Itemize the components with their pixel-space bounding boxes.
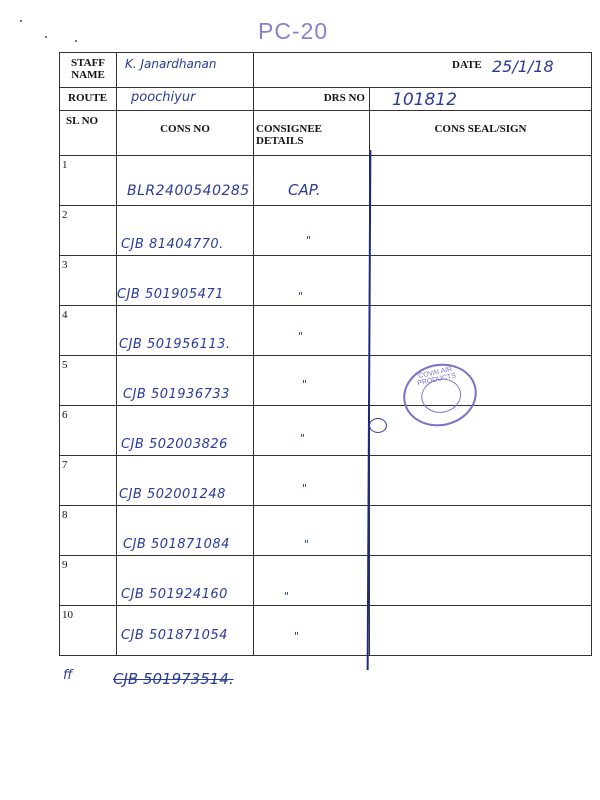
table-row: [60, 606, 592, 656]
table-row: [60, 456, 592, 506]
cons-cell: [117, 406, 254, 456]
sl-cell: [60, 256, 117, 306]
staff-name-value-cell: [117, 53, 254, 88]
drs-label-cell: [254, 88, 370, 111]
cons-cell: [117, 606, 254, 656]
staff-name-value: K. Janardhanan: [125, 57, 217, 71]
details-cell: [254, 356, 370, 406]
seal-cell: [370, 156, 592, 206]
sl-cell: [60, 356, 117, 406]
cons-seal-sign-header: CONS SEAL/SIGN: [434, 123, 527, 135]
table-row: [60, 206, 592, 256]
consignee-details-header-cell: [254, 111, 370, 156]
consignee-detail: ": [300, 432, 306, 445]
seal-cell: [370, 256, 592, 306]
cons-number: CJB 502003826: [121, 437, 228, 452]
table-row: [60, 306, 592, 356]
sl-number: 4: [62, 309, 68, 321]
table-row: [60, 406, 592, 456]
sl-cell: [60, 606, 117, 656]
footer-mark: ff: [63, 668, 73, 683]
cons-number: CJB 81404770.: [121, 237, 224, 252]
seal-cell: [370, 406, 592, 456]
cons-cell: [117, 256, 254, 306]
sl-cell: [60, 506, 117, 556]
table-row: [60, 256, 592, 306]
cons-cell: [117, 356, 254, 406]
form-code-stamp: PC-20: [258, 18, 329, 44]
sl-number: 10: [62, 609, 73, 621]
consignee-detail: ": [294, 630, 300, 643]
date-label: DATE: [452, 59, 482, 71]
cons-no-header-cell: [117, 111, 254, 156]
consignee-detail: ": [298, 330, 304, 343]
consignee-detail: ": [302, 482, 308, 495]
cons-number: CJB 502001248: [119, 487, 226, 502]
table-row: [60, 156, 592, 206]
cons-number: CJB 501936733: [123, 387, 230, 402]
details-cell: [254, 206, 370, 256]
sl-number: 2: [62, 209, 68, 221]
sl-cell: [60, 556, 117, 606]
cons-number: CJB 501956113.: [119, 337, 231, 352]
sl-cell: [60, 206, 117, 256]
staff-name-label: STAFF NAME: [70, 57, 106, 81]
seal-cell: [370, 606, 592, 656]
sl-number: 7: [62, 459, 68, 471]
consignee-detail: ": [284, 590, 290, 603]
route-value: poochiyur: [131, 90, 196, 105]
consignee-detail: ": [298, 290, 304, 303]
cons-cell: [117, 506, 254, 556]
consignee-detail: ": [306, 234, 312, 247]
speck: [45, 36, 47, 38]
consignee-detail: ": [304, 538, 310, 551]
details-cell: [254, 256, 370, 306]
sl-number: 9: [62, 559, 68, 571]
seal-text: COVAI AIR PRODUCTS: [416, 365, 457, 388]
seal-cell: [370, 506, 592, 556]
table-row: [60, 506, 592, 556]
sl-no-header: SL NO: [66, 115, 99, 127]
seal-cell: [370, 206, 592, 256]
date-value: 25/1/18: [492, 57, 554, 76]
delivery-run-sheet-table: [59, 52, 592, 656]
cons-number: CJB 501871084: [123, 537, 230, 552]
seal-cell: [370, 456, 592, 506]
speck: [75, 40, 77, 42]
sl-number: 3: [62, 259, 68, 271]
drs-value-cell: [370, 88, 592, 111]
sl-cell: [60, 156, 117, 206]
cons-number: BLR2400540285: [127, 183, 250, 199]
details-cell: [254, 406, 370, 456]
initials-mark: [369, 418, 387, 433]
cons-number: CJB 501924160: [121, 587, 228, 602]
details-cell: [254, 306, 370, 356]
cons-cell: [117, 456, 254, 506]
consignee-detail: ": [302, 378, 308, 391]
struck-cons-number: CJB 501973514.: [113, 670, 234, 688]
sl-cell: [60, 306, 117, 356]
sl-cell: [60, 456, 117, 506]
sl-number: 5: [62, 359, 68, 371]
sl-number: 1: [62, 159, 68, 171]
route-value-cell: [117, 88, 254, 111]
cons-number: CJB 501871054: [121, 628, 228, 643]
cons-cell: [117, 156, 254, 206]
drs-value: 101812: [392, 90, 457, 110]
cons-number: CJB 501905471: [117, 287, 224, 302]
cons-no-header: CONS NO: [160, 123, 210, 135]
sl-number: 8: [62, 509, 68, 521]
details-cell: [254, 456, 370, 506]
speck: [20, 20, 22, 22]
drs-label: DRS NO: [323, 92, 365, 104]
sl-no-header-cell: [60, 111, 117, 156]
sl-number: 6: [62, 409, 68, 421]
details-cell: [254, 606, 370, 656]
seal-cell: [370, 306, 592, 356]
consignee-details-header: CONSIGNEE DETAILS: [256, 123, 323, 147]
details-cell: [254, 156, 370, 206]
sl-cell: [60, 406, 117, 456]
route-label-cell: [60, 88, 117, 111]
cons-cell: [117, 306, 254, 356]
table-row: [60, 356, 592, 406]
table-row: [60, 556, 592, 606]
cons-cell: [117, 556, 254, 606]
details-cell: [254, 556, 370, 606]
route-label: ROUTE: [68, 92, 108, 104]
cons-cell: [117, 206, 254, 256]
consignee-detail: CAP.: [288, 181, 321, 199]
date-cell: [254, 53, 592, 88]
seal-cell: [370, 556, 592, 606]
staff-name-label-cell: [60, 53, 117, 88]
cons-seal-sign-header-cell: [370, 111, 592, 156]
details-cell: [254, 506, 370, 556]
